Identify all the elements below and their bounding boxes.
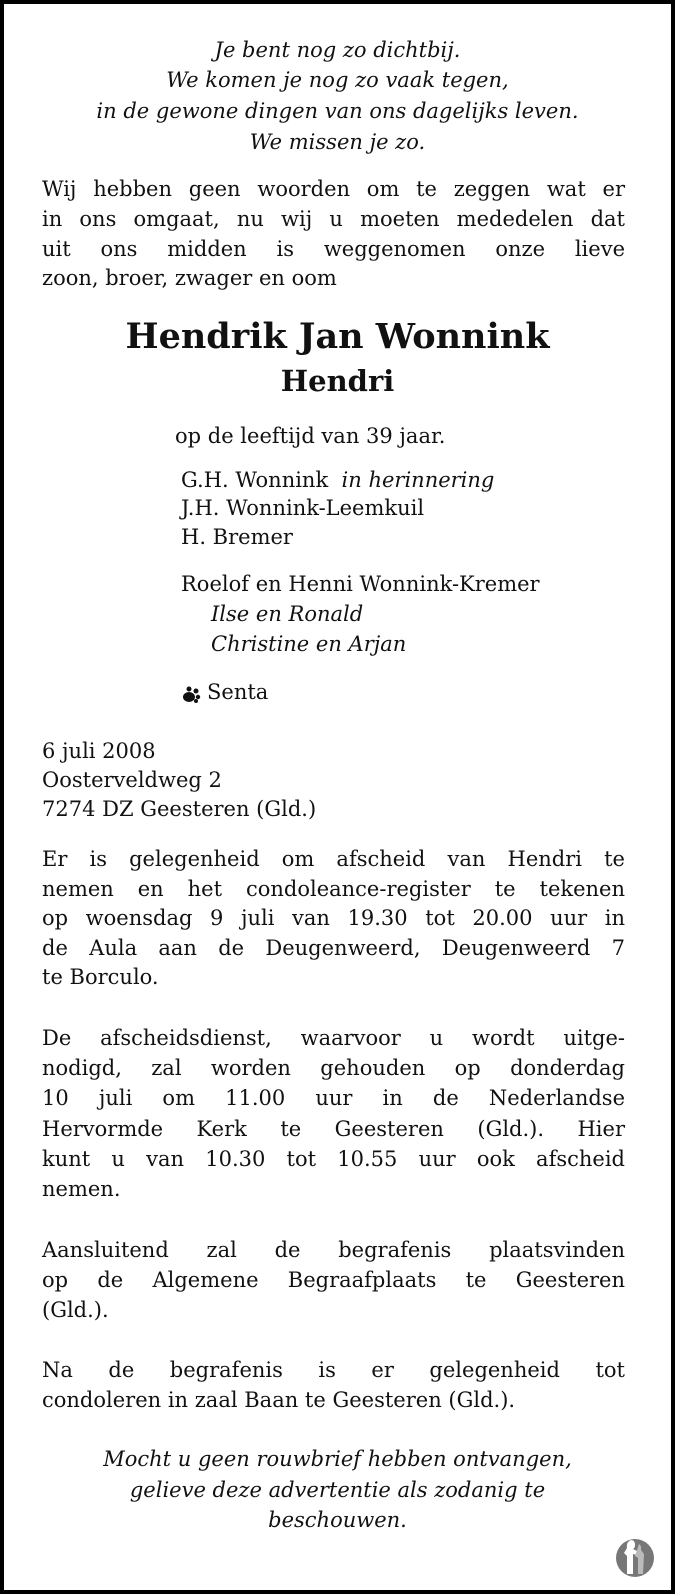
- intro-line: in ons omgaat, nu wij u moeten mededelen dat: [42, 207, 625, 231]
- poem-line: We komen je nog zo vaak tegen,: [166, 68, 509, 92]
- in-memoriam-note: in herinnering: [341, 468, 495, 492]
- deceased-name: Hendrik Jan Wonnink: [125, 316, 550, 357]
- closing-line: Mocht u geen rouwbrief hebben ontvangen,: [103, 1447, 572, 1471]
- condolence-line: nemen en het condoleance-register te tekenen: [42, 877, 625, 901]
- poem-line: in de gewone dingen van ons dagelijks leven.: [96, 99, 579, 123]
- condolence-line: Er is gelegenheid om afscheid van Hendri te: [42, 847, 625, 871]
- service-line: Hervormde Kerk te Geesteren (Gld.). Hier: [42, 1117, 625, 1141]
- family-member: Roelof en Henni Wonnink-Kremer: [181, 572, 540, 596]
- poem-line: Je bent nog zo dichtbij.: [214, 38, 461, 62]
- age-line: op de leeftijd van 39 jaar.: [175, 424, 446, 448]
- intro-line: uit ons midden is weggenomen onze lieve: [42, 237, 625, 261]
- paw-icon: [181, 685, 201, 703]
- poem-line: We missen je zo.: [249, 130, 426, 154]
- family-member: Ilse en Ronald: [211, 602, 364, 626]
- condolence-line: de Aula aan de Deugenweerd, Deugenweerd 7: [42, 936, 625, 960]
- after-line: condoleren in zaal Baan te Geesteren (Gld.).: [42, 1388, 516, 1412]
- address-line: 6 juli 2008: [42, 739, 156, 763]
- family-member: G.H. Wonnink in herinnering: [181, 468, 495, 492]
- closing-line: gelieve deze advertentie als zodanig te: [129, 1478, 546, 1502]
- burial-line: op de Algemene Begraafplaats te Geesteren: [42, 1268, 625, 1292]
- after-line: Na de begrafenis is er gelegenheid tot: [42, 1358, 625, 1382]
- service-line: nodigd, zal worden gehouden op donderdag: [42, 1056, 625, 1080]
- family-member: J.H. Wonnink-Leemkuil: [181, 496, 425, 520]
- intro-line: Wij hebben geen woorden om te zeggen wat er: [42, 177, 625, 201]
- service-line: 10 juli om 11.00 uur in de Nederlandse: [42, 1086, 625, 1110]
- intro-line: zoon, broer, zwager en oom: [42, 266, 337, 290]
- burial-line: Aansluitend zal de begrafenis plaatsvinden: [42, 1238, 625, 1262]
- address-line: Oosterveldweg 2: [42, 768, 222, 792]
- condolence-line: te Borculo.: [42, 965, 159, 989]
- closing-line: beschouwen.: [268, 1508, 407, 1532]
- family-member: Christine en Arjan: [211, 632, 407, 656]
- family-member: H. Bremer: [181, 525, 293, 549]
- family-pet: Senta: [181, 677, 268, 707]
- address-line: 7274 DZ Geesteren (Gld.): [42, 797, 317, 821]
- service-line: nemen.: [42, 1177, 121, 1201]
- condolence-line: op woensdag 9 juli van 19.30 tot 20.00 uur in: [42, 906, 625, 930]
- service-line: kunt u van 10.30 tot 10.55 uur ook afscheid: [42, 1147, 625, 1171]
- burial-line: (Gld.).: [42, 1298, 109, 1322]
- deceased-nickname: Hendri: [280, 364, 395, 398]
- publisher-logo-icon: [613, 1534, 657, 1578]
- service-line: De afscheidsdienst, waarvoor u wordt uitge-: [42, 1026, 625, 1050]
